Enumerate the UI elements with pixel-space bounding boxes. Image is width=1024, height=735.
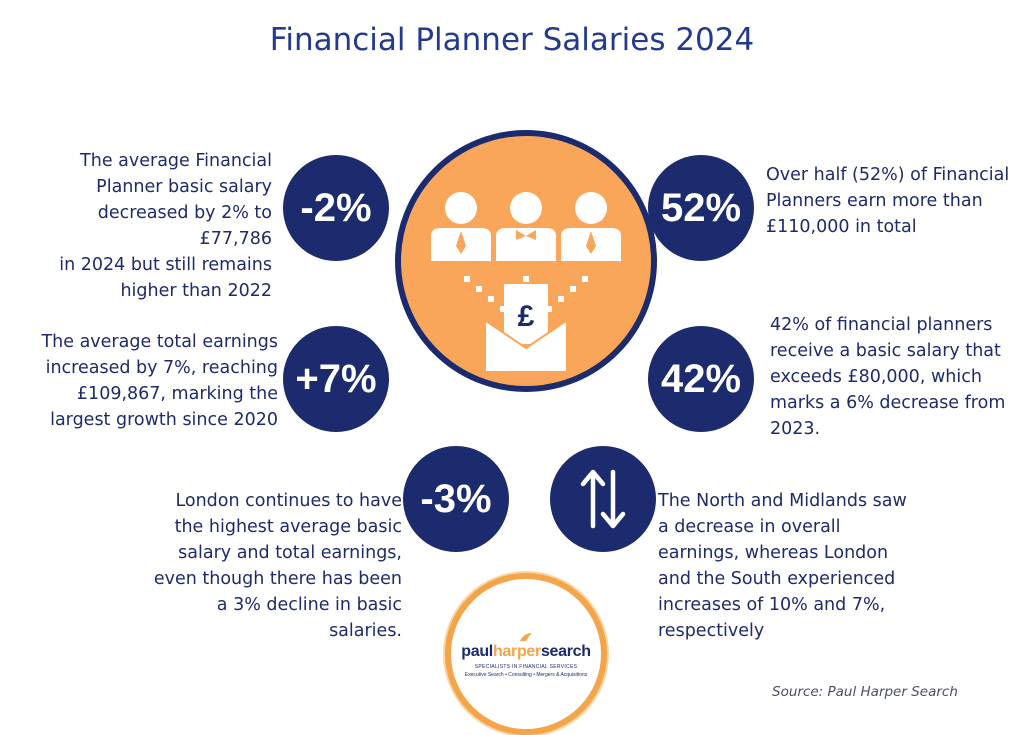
stat-badge-regions: [550, 446, 656, 552]
page-title: Financial Planner Salaries 2024: [269, 22, 755, 58]
stat-badge-total-earnings: +7%: [283, 326, 389, 432]
logo-services: Executive Search • Consulting • Mergers & Acquisitions: [464, 671, 588, 678]
stat-text-over-half: Over half (52%) of Financial Planners earn more than £110,000 in total: [766, 165, 1010, 237]
people-envelope-pound-icon: [401, 136, 651, 386]
stat-text-regions: The North and Midlands saw a decrease in overall earnings, whereas London and the South experienced increases of 10% and 7%, respectively: [658, 491, 907, 641]
stat-badge-over-half: 52%: [648, 155, 754, 261]
logo-tagline: SPECIALISTS IN FINANCIAL SERVICES: [474, 663, 578, 670]
center-illustration: [395, 130, 657, 392]
up-down-arrows-icon: [573, 464, 633, 534]
bird-icon: [518, 631, 534, 643]
stat-badge-basic-salary: -2%: [283, 155, 389, 261]
stat-text-total-earnings: The average total earnings increased by 7%, reaching £109,867, marking the largest growth since 2020: [41, 332, 278, 430]
stat-text-london: London continues to have the highest average basic salary and total earnings, even though there has been a 3% decline in basic salaries.: [153, 491, 402, 641]
stat-text-basic-over-80k: 42% of financial planners receive a basic salary that exceeds £80,000, which marks a 6% decrease from 2023.: [770, 315, 1006, 439]
logo-wordmark: paulharpersearch: [461, 642, 591, 660]
stat-text-basic-salary: The average Financial Planner basic salary decreased by 2% to £77,786 in 2024 but still remains higher than 2022: [59, 151, 272, 301]
stat-badge-london: -3%: [403, 446, 509, 552]
pound-symbol: £: [517, 300, 535, 333]
source-note: Source: Paul Harper Search: [772, 684, 958, 700]
company-logo: [445, 573, 607, 735]
stat-badge-basic-over-80k: 42%: [648, 326, 754, 432]
